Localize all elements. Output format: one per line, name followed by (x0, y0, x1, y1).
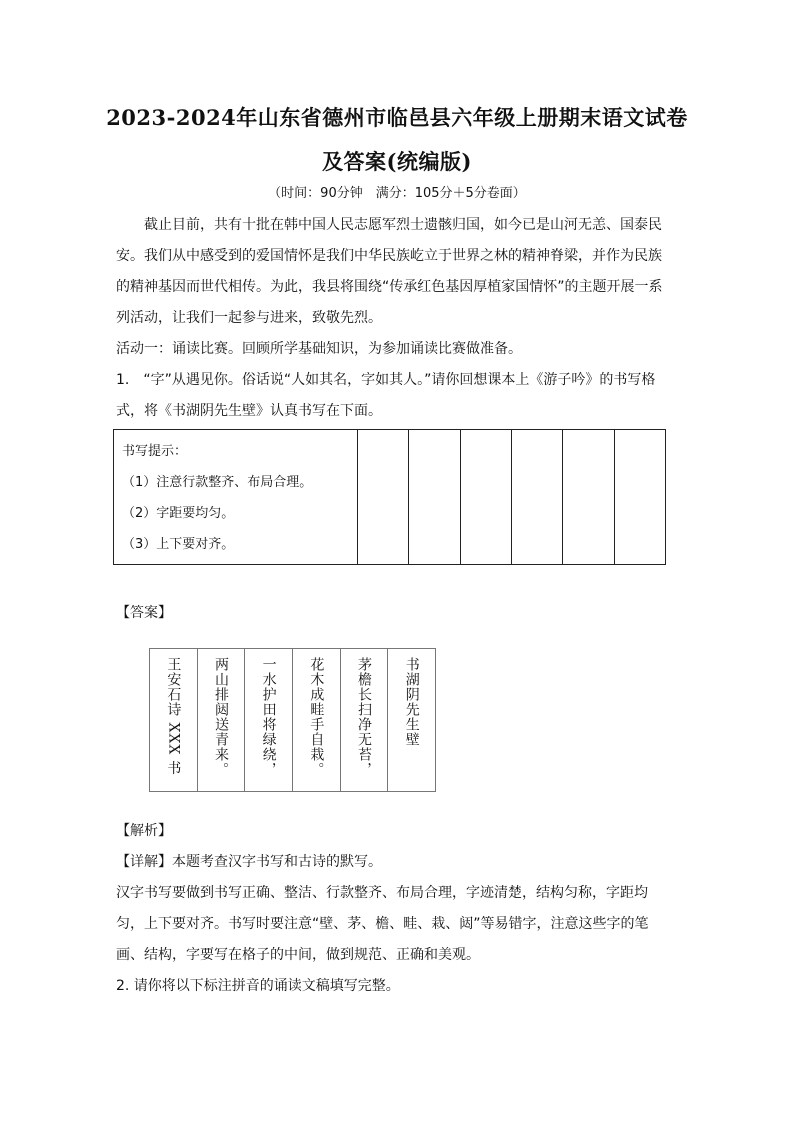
answer-column-text: 茅檐长扫净无苔， (356, 657, 373, 777)
analysis-body: 汉字书写要做到书写正确、整洁、行款整齐、布局合理，字迹清楚，结构匀称，字距均匀，上下要对齐。书写时要注意“壁、茅、檐、畦、栽、闼”等易错字，注意这些字的笔画、结构，字要写在格子的中间，做到规范、正确和美观。 (116, 885, 649, 963)
answer-column-text: 一水护田将绿绕， (260, 657, 277, 777)
title-line-2: 及答案(统编版) (322, 149, 472, 174)
hint-line: （3）上下要对齐。 (122, 537, 235, 552)
intro-paragraph: 截止目前，共有十批在韩中国人民志愿军烈士遗骸归国，如今已是山河无恙、国泰民安。我们从中感受到的爱国情怀是我们中华民族屹立于世界之林的精神脊梁，并作为民族的精神基因而世代相传。为此，我县将围绕“传承红色基因厚植家国情怀”的主题开展一系列活动，让我们一起参与进来，致敬先烈。 (116, 217, 663, 326)
writing-grid (113, 429, 666, 565)
writing-cell[interactable] (409, 430, 460, 565)
title-line-1: 2023-2024年山东省德州市临邑县六年级上册期末语文试卷 (106, 105, 688, 130)
exam-info: （时间：90分钟 满分：105分＋5分卷面） (268, 186, 526, 201)
answer-column (340, 648, 389, 792)
answer-column-text: 书湖阴先生壁 (403, 657, 420, 747)
analysis-detail: 【详解】本题考查汉字书写和古诗的默写。 (116, 854, 382, 870)
answer-column (292, 648, 341, 792)
answer-column (244, 648, 293, 792)
analysis-label: 【解析】 (116, 823, 172, 839)
answer-column (149, 648, 198, 792)
answer-column-text: 两山排闼送青来。 (213, 657, 229, 777)
writing-cell[interactable] (358, 430, 409, 565)
hint-line: 书写提示： (122, 444, 188, 459)
writing-hints (114, 430, 358, 565)
writing-cell[interactable] (511, 430, 562, 565)
answer-column-text: 花木成畦手自栽。 (308, 657, 325, 777)
writing-cell[interactable] (563, 430, 614, 565)
hint-line: （2）字距要均匀。 (122, 506, 235, 521)
writing-cell[interactable] (460, 430, 511, 565)
answer-column (197, 648, 246, 792)
answer-column-text: 王安石诗 XXX 书 (165, 657, 182, 776)
question-1: 1. “字”从遇见你。俗话说“人如其名，字如其人。”请你回想课本上《游子吟》的书写格式，将《书湖阴先生壁》认真书写在下面。 (116, 372, 656, 419)
document-title (100, 96, 694, 184)
hint-line: （1）注意行款整齐、布局合理。 (122, 475, 313, 490)
writing-cell[interactable] (614, 430, 665, 565)
answer-column (387, 648, 436, 792)
answer-vertical-writing (150, 648, 436, 792)
answer-label: 【答案】 (116, 605, 172, 621)
question-2: 2. 请你将以下标注拼音的诵读文稿填写完整。 (116, 978, 400, 994)
activity-one: 活动一：诵读比赛。回顾所学基础知识，为参加诵读比赛做准备。 (116, 341, 522, 357)
